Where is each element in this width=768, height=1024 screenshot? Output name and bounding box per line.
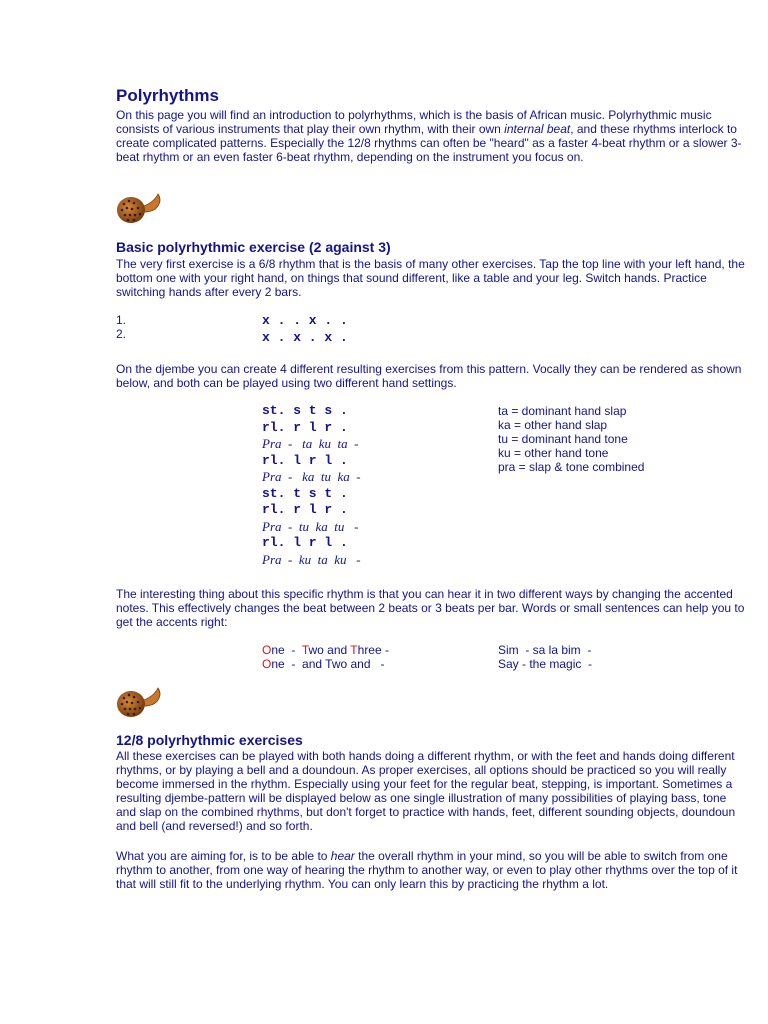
- pattern-line: rl. r l r .: [262, 419, 348, 435]
- vocal-line: Pra - tu ka tu -: [262, 518, 359, 534]
- djembe-patterns: [262, 403, 361, 568]
- shekere-icon: [114, 684, 164, 720]
- accent-line-1: One - Two and Three -: [262, 643, 389, 657]
- pattern-line: rl. l r l .: [262, 452, 348, 468]
- phrase-2: Say - the magic -: [498, 657, 593, 671]
- aim-paragraph: What you are aiming for, is to be able to hear the overall rhythm in your mind, so you will be able to switch from one rhythm to another, from one way of hearing the rhythm to another way, or even to play other rhythms over the top of it that will still fit to the underlying rhythm. You can only learn this by practicing the rhythm a lot.: [116, 849, 738, 891]
- page-title: Polyrhythms: [116, 86, 219, 105]
- intro-paragraph: On this page you will find an introduction to polyrhythms, which is the basis of African music. Polyrhythmic music consists of various instruments that play their own rhythm, with their own internal beat, and these rhythms interlock to create complicated patterns. Especially the 12/8 rhythms can often be "heard" as a faster 4-beat rhythm or a slower 3-beat rhythm or an even faster 6-beat rhythm, depending on the instrument you focus on.: [116, 108, 742, 164]
- section-heading-twelve: 12/8 polyrhythmic exercises: [116, 732, 303, 748]
- legend-item: pra = slap & tone combined: [498, 460, 645, 474]
- vocal-line: Pra - ta ku ta -: [262, 436, 359, 451]
- pattern-line: st. t s t .: [262, 485, 348, 501]
- legend-item: tu = dominant hand tone: [498, 432, 628, 446]
- phrase-1: Sim - sa la bim -: [498, 643, 592, 657]
- row-number-2: 2.: [116, 327, 127, 341]
- pattern-line: rl. l r l .: [262, 535, 348, 550]
- twelve-paragraph: All these exercises can be played with both hands doing a different rhythm, or with the feet and hands doing different rhythms, or by playing a bell and a doundoun. As proper exercises, all options should be practiced so you will really become immersed in the rhythm. Especially using your feet for the regular beat, stepping, is important. Sometimes a resulting djembe-pattern will be displayed below as one single illustration of many possibilities of playing bass, tone and slap on the combined rhythms, but don't forget to practice with hands, feet, different sounding objects, doundoun and bell (and reversed!) and so forth.: [116, 749, 736, 833]
- pattern-line: rl. r l r .: [262, 502, 348, 517]
- section-heading-basic: Basic polyrhythmic exercise (2 against 3): [116, 239, 391, 255]
- accents-paragraph: The interesting thing about this specific rhythm is that you can hear it in two different ways by changing the accented notes. This effectively changes the beat between 2 beats or 3 beats per bar. Words or small sentences can help you to get the accents right:: [116, 587, 745, 629]
- vocal-line: Pra - ku ta ku -: [262, 551, 361, 567]
- syllable-legend: [498, 404, 644, 474]
- legend-item: ka = other hand slap: [498, 418, 608, 432]
- legend-item: ta = dominant hand slap: [498, 404, 627, 418]
- row-number-1: 1.: [116, 313, 127, 327]
- legend-item: ku = other hand tone: [498, 446, 609, 460]
- djembe-paragraph: On the djembe you can create 4 different resulting exercises from this pattern. Vocally they can be rendered as shown below, and both can be played using two different hand settings.: [116, 362, 742, 390]
- vocal-line: Pra - ka tu ka -: [262, 469, 361, 484]
- rhythm-pattern-2: x . x . x .: [262, 330, 348, 345]
- shekere-icon: [114, 190, 164, 226]
- pattern-line: st. s t s .: [262, 403, 348, 418]
- rhythm-pattern-1: x . . x . .: [262, 313, 348, 328]
- basic-paragraph: The very first exercise is a 6/8 rhythm that is the basis of many other exercises. Tap the top line with your left hand, the bottom one with your right hand, on things that sound different, like a table and your leg. Switch hands. Practice switching hands after every 2 bars.: [116, 257, 745, 299]
- accent-line-2: One - and Two and -: [262, 657, 385, 671]
